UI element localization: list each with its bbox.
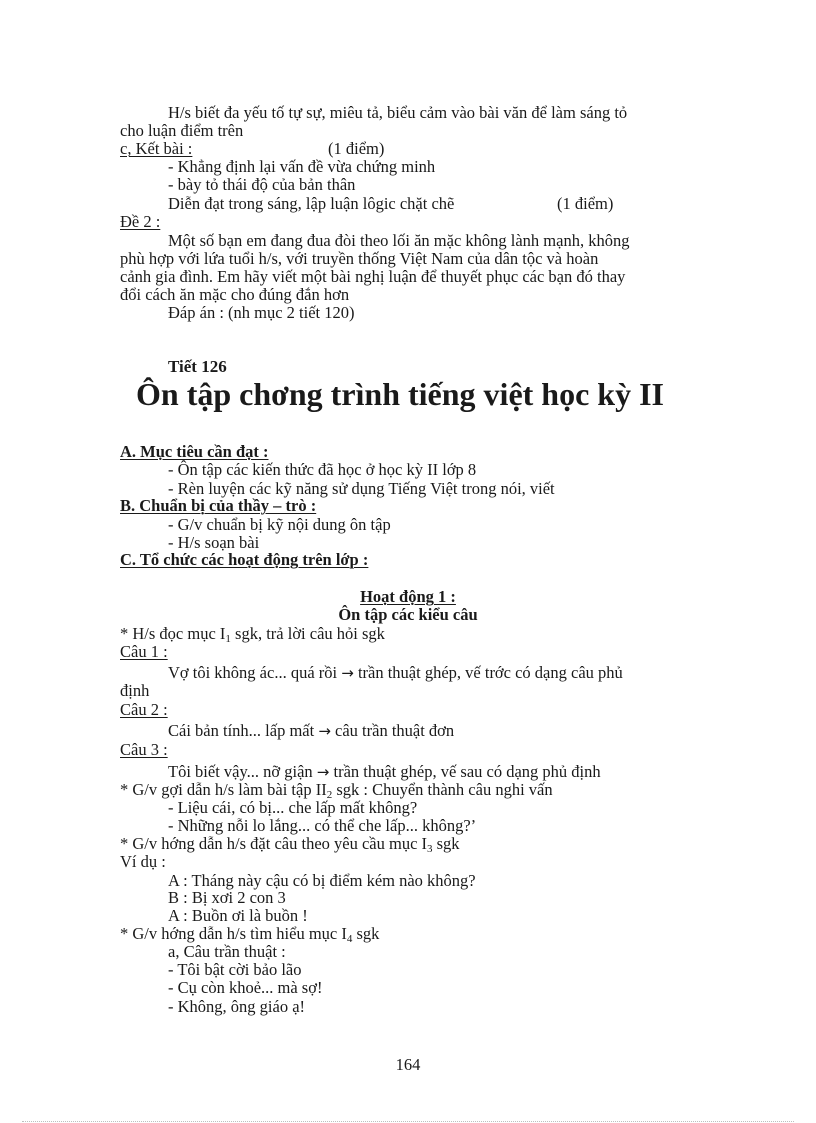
de-2-line-3: cảnh gia đình. Em hãy viết một bài nghị luận để thuyết phục các bạn đó thay bbox=[120, 267, 626, 286]
read-instruction-subscript: 1 bbox=[225, 633, 231, 645]
declarative-item-1: - Tôi bật cời bảo lão bbox=[168, 960, 302, 979]
cau-2-label: Câu 2 : bbox=[120, 700, 168, 719]
read-instruction-prefix: * H/s đọc mục I bbox=[120, 624, 226, 643]
section-a-heading: A. Mục tiêu cần đạt : bbox=[120, 442, 269, 461]
cau-1-answer bbox=[168, 664, 623, 682]
section-c-heading: C. Tổ chức các hoạt động trên lớp : bbox=[120, 550, 369, 569]
cau-1-analysis: trần thuật ghép, vế trớc có dạng câu phủ bbox=[357, 663, 623, 682]
lesson-number: Tiết 126 bbox=[168, 357, 227, 376]
de-2-line-2: phù hợp với lứa tuổi h/s, với truyền thống Việt Nam của dân tộc và hoàn bbox=[120, 249, 599, 268]
cau-3-answer bbox=[168, 763, 601, 781]
cau-3-analysis: trần thuật ghép, vế sau có dạng phủ định bbox=[333, 762, 601, 781]
dap-an: Đáp án : (nh mục 2 tiết 120) bbox=[168, 303, 355, 322]
lesson-title: Ôn tập chơng trình tiếng việt học kỳ II bbox=[136, 376, 664, 412]
gv-instruction-1-item-2: - Những nỗi lo lắng... có thể che lấp... không?’ bbox=[168, 816, 477, 835]
section-a-item-1: - Ôn tập các kiến thức đã học ở học kỳ II lớp 8 bbox=[168, 460, 477, 479]
gv-instruction-3-subscript: 4 bbox=[346, 933, 353, 945]
cau-2-quote: Cái bản tính... lấp mất bbox=[168, 721, 315, 740]
arrow-icon: → bbox=[316, 763, 330, 781]
cau-2-analysis: câu trần thuật đơn bbox=[335, 721, 455, 740]
example-line-3: A : Buồn ơi là buồn ! bbox=[168, 906, 308, 925]
gv-instruction-1-prefix: * G/v gợi dẫn h/s làm bài tập II bbox=[120, 780, 327, 799]
gv-instruction-2-subscript: 3 bbox=[427, 843, 433, 855]
read-instruction bbox=[120, 625, 385, 643]
declarative-item-3: - Không, ông giáo ạ! bbox=[168, 997, 306, 1016]
ket-bai-item-1: - Khẳng định lại vấn đề vừa chứng minh bbox=[168, 157, 436, 176]
activity-1-subheading: Ôn tập các kiểu câu bbox=[338, 605, 478, 624]
cau-2-answer bbox=[168, 722, 454, 740]
section-b-heading: B. Chuẩn bị của thầy – trò : bbox=[120, 496, 317, 515]
section-b-item-2: - H/s soạn bài bbox=[168, 533, 260, 552]
cau-3-quote: Tôi biết vậy... nỡ giận bbox=[168, 762, 313, 781]
declarative-item-2: - Cụ còn khoẻ... mà sợ! bbox=[168, 978, 323, 997]
intro-line-2: cho luận điểm trên bbox=[120, 121, 244, 140]
cau-1-label: Câu 1 : bbox=[120, 642, 168, 661]
ket-bai-score: (1 điểm) bbox=[328, 139, 385, 158]
de-2-label: Đề 2 : bbox=[120, 212, 161, 231]
ket-bai-item-2: - bày tỏ thái độ của bản thân bbox=[168, 175, 356, 194]
gv-instruction-1 bbox=[120, 781, 553, 799]
arrow-icon: → bbox=[341, 664, 354, 682]
ket-bai-item-3: Diễn đạt trong sáng, lập luận lôgic chặt chẽ bbox=[168, 194, 455, 213]
example-label: Ví dụ : bbox=[120, 852, 166, 871]
cau-1-answer-cont: định bbox=[120, 681, 150, 700]
ket-bai-item-3-score: (1 điểm) bbox=[557, 194, 614, 213]
ket-bai-label: c, Kết bài : bbox=[120, 139, 193, 158]
de-2-line-4: đổi cách ăn mặc cho đúng đắn hơn bbox=[120, 285, 350, 304]
gv-instruction-3-prefix: * G/v hớng dẫn h/s tìm hiểu mục I bbox=[120, 924, 347, 943]
gv-instruction-3-suffix: sgk bbox=[352, 924, 380, 943]
page-number: 164 bbox=[395, 1055, 421, 1074]
activity-1-heading: Hoạt động 1 : bbox=[360, 587, 456, 606]
section-a-item-2: - Rèn luyện các kỹ năng sử dụng Tiếng Việt trong nói, viết bbox=[168, 479, 555, 498]
intro-line-1: H/s biết đa yếu tố tự sự, miêu tả, biểu cảm vào bài văn để làm sáng tỏ bbox=[168, 103, 628, 122]
gv-instruction-2-prefix: * G/v hớng dẫn h/s đặt câu theo yêu cầu mục I bbox=[120, 834, 428, 853]
gv-instruction-2-suffix: sgk bbox=[432, 834, 460, 853]
gv-instruction-2 bbox=[120, 835, 460, 853]
declarative-heading: a, Câu trần thuật : bbox=[168, 942, 286, 961]
section-b-item-1: - G/v chuẩn bị kỹ nội dung ôn tập bbox=[168, 515, 391, 534]
cau-1-quote: Vợ tôi không ác... quá rồi bbox=[168, 663, 338, 682]
de-2-line-1: Một số bạn em đang đua đòi theo lối ăn mặc không lành mạnh, không bbox=[168, 231, 630, 250]
example-line-1: A : Tháng này cậu có bị điểm kém nào không? bbox=[168, 871, 476, 890]
arrow-icon: → bbox=[318, 722, 331, 740]
gv-instruction-3 bbox=[120, 925, 379, 943]
gv-instruction-1-item-1: - Liệu cái, có bị... che lấp mất không? bbox=[168, 798, 418, 817]
read-instruction-suffix: sgk, trả lời câu hỏi sgk bbox=[230, 624, 385, 643]
gv-instruction-1-suffix: sgk : Chuyển thành câu nghi vấn bbox=[332, 780, 553, 799]
footer-divider bbox=[22, 1121, 794, 1122]
gv-instruction-1-subscript: 2 bbox=[326, 789, 333, 801]
example-line-2: B : Bị xơi 2 con 3 bbox=[168, 888, 286, 907]
cau-3-label: Câu 3 : bbox=[120, 740, 168, 759]
